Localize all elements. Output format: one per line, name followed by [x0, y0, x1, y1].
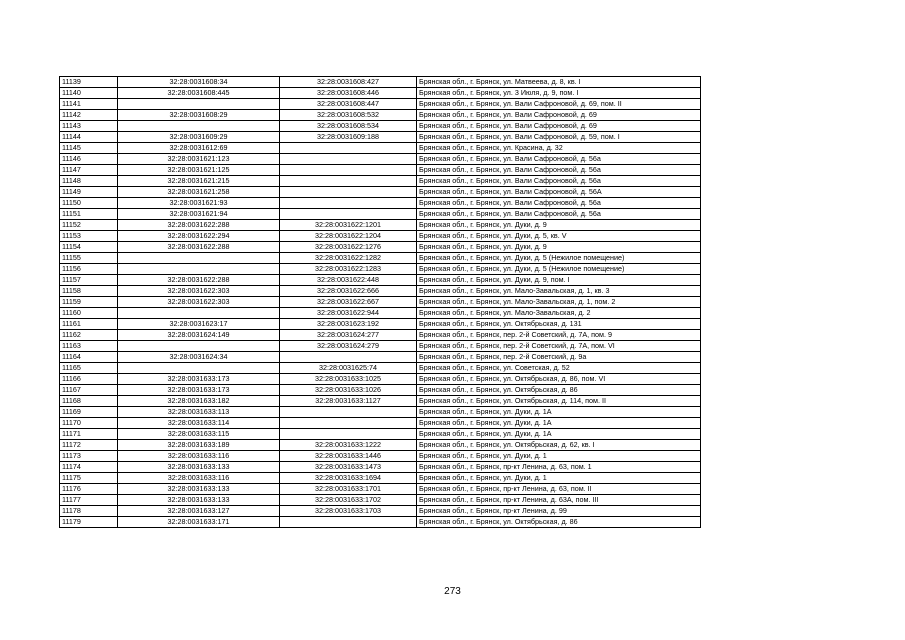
table-row	[60, 517, 701, 528]
address-cell: Брянская обл., г. Брянск, ул. Мало-Завальская, д. 1, пом. 2	[417, 297, 701, 308]
table-row	[60, 286, 701, 297]
address-cell: Брянская обл., г. Брянск, ул. Дуки, д. 1	[417, 451, 701, 462]
row-number-cell: 11175	[60, 473, 118, 484]
parcel-number-cell: 32:28:0031621:123	[118, 154, 280, 165]
row-number-cell: 11150	[60, 198, 118, 209]
address-cell: Брянская обл., г. Брянск, ул. Октябрьская, д. 86	[417, 517, 701, 528]
address-cell: Брянская обл., г. Брянск, ул. Вали Сафроновой, д. 56а	[417, 209, 701, 220]
row-number-cell: 11145	[60, 143, 118, 154]
row-number-cell: 11157	[60, 275, 118, 286]
row-number-cell: 11152	[60, 220, 118, 231]
parcel-number-cell: 32:28:0031633:127	[118, 506, 280, 517]
row-number-cell: 11142	[60, 110, 118, 121]
object-number-cell: 32:28:0031609:188	[280, 132, 417, 143]
table-row	[60, 297, 701, 308]
object-number-cell: 32:28:0031622:1283	[280, 264, 417, 275]
parcel-number-cell: 32:28:0031624:34	[118, 352, 280, 363]
table-row	[60, 110, 701, 121]
row-number-cell: 11149	[60, 187, 118, 198]
address-cell: Брянская обл., г. Брянск, ул. Вали Сафроновой, д. 56а	[417, 165, 701, 176]
address-cell: Брянская обл., г. Брянск, ул. Октябрьская, д. 62, кв. I	[417, 440, 701, 451]
row-number-cell: 11165	[60, 363, 118, 374]
object-number-cell: 32:28:0031633:1222	[280, 440, 417, 451]
address-cell: Брянская обл., г. Брянск, ул. Вали Сафроновой, д. 56а	[417, 198, 701, 209]
table-row	[60, 99, 701, 110]
table-row	[60, 319, 701, 330]
parcel-number-cell: 32:28:0031608:34	[118, 77, 280, 88]
row-number-cell: 11148	[60, 176, 118, 187]
parcel-number-cell: 32:28:0031623:17	[118, 319, 280, 330]
object-number-cell	[280, 418, 417, 429]
table-body	[60, 77, 701, 528]
address-cell: Брянская обл., г. Брянск, ул. Матвеева, д. 8, кв. I	[417, 77, 701, 88]
parcel-number-cell: 32:28:0031633:133	[118, 462, 280, 473]
parcel-number-cell: 32:28:0031633:182	[118, 396, 280, 407]
object-number-cell: 32:28:0031622:667	[280, 297, 417, 308]
object-number-cell	[280, 176, 417, 187]
row-number-cell: 11168	[60, 396, 118, 407]
parcel-number-cell: 32:28:0031622:288	[118, 242, 280, 253]
parcel-number-cell: 32:28:0031624:149	[118, 330, 280, 341]
table-row	[60, 220, 701, 231]
parcel-number-cell: 32:28:0031633:173	[118, 374, 280, 385]
parcel-number-cell: 32:28:0031609:29	[118, 132, 280, 143]
address-cell: Брянская обл., г. Брянск, ул. Дуки, д. 1А	[417, 418, 701, 429]
address-cell: Брянская обл., г. Брянск, ул. 3 Июля, д. 9, пом. I	[417, 88, 701, 99]
table-row	[60, 451, 701, 462]
table-row	[60, 495, 701, 506]
parcel-number-cell	[118, 308, 280, 319]
row-number-cell: 11155	[60, 253, 118, 264]
address-cell: Брянская обл., г. Брянск, ул. Дуки, д. 1А	[417, 407, 701, 418]
object-number-cell	[280, 143, 417, 154]
object-number-cell: 32:28:0031622:1201	[280, 220, 417, 231]
object-number-cell: 32:28:0031622:1276	[280, 242, 417, 253]
table-row	[60, 121, 701, 132]
object-number-cell	[280, 165, 417, 176]
address-cell: Брянская обл., г. Брянск, пр-кт Ленина, д. 63А, пом. III	[417, 495, 701, 506]
object-number-cell	[280, 517, 417, 528]
object-number-cell: 32:28:0031608:532	[280, 110, 417, 121]
object-number-cell: 32:28:0031608:427	[280, 77, 417, 88]
address-cell: Брянская обл., г. Брянск, ул. Советская, д. 52	[417, 363, 701, 374]
parcel-number-cell	[118, 363, 280, 374]
object-number-cell: 32:28:0031633:1446	[280, 451, 417, 462]
parcel-number-cell: 32:28:0031621:258	[118, 187, 280, 198]
table-row	[60, 429, 701, 440]
parcel-number-cell: 32:28:0031621:215	[118, 176, 280, 187]
table-row	[60, 363, 701, 374]
row-number-cell: 11153	[60, 231, 118, 242]
object-number-cell	[280, 352, 417, 363]
row-number-cell: 11176	[60, 484, 118, 495]
address-cell: Брянская обл., г. Брянск, ул. Октябрьская, д. 86, пом. VI	[417, 374, 701, 385]
table-row	[60, 462, 701, 473]
table-row	[60, 341, 701, 352]
table-row	[60, 88, 701, 99]
address-cell: Брянская обл., г. Брянск, пер. 2-й Советский, д. 9а	[417, 352, 701, 363]
parcel-number-cell	[118, 264, 280, 275]
address-cell: Брянская обл., г. Брянск, ул. Вали Сафроновой, д. 69	[417, 121, 701, 132]
object-number-cell: 32:28:0031633:1473	[280, 462, 417, 473]
object-number-cell: 32:28:0031622:448	[280, 275, 417, 286]
row-number-cell: 11170	[60, 418, 118, 429]
address-cell: Брянская обл., г. Брянск, ул. Октябрьская, д. 114, пом. II	[417, 396, 701, 407]
table-row	[60, 198, 701, 209]
address-cell: Брянская обл., г. Брянск, ул. Дуки, д. 1А	[417, 429, 701, 440]
row-number-cell: 11163	[60, 341, 118, 352]
object-number-cell: 32:28:0031623:192	[280, 319, 417, 330]
table-row	[60, 242, 701, 253]
parcel-number-cell: 32:28:0031622:294	[118, 231, 280, 242]
parcel-number-cell: 32:28:0031622:303	[118, 297, 280, 308]
object-number-cell: 32:28:0031622:666	[280, 286, 417, 297]
page-number: 273	[444, 586, 461, 597]
address-cell: Брянская обл., г. Брянск, ул. Дуки, д. 9	[417, 242, 701, 253]
table-row	[60, 132, 701, 143]
address-cell: Брянская обл., г. Брянск, пер. 2-й Советский, д. 7А, пом. 9	[417, 330, 701, 341]
object-number-cell: 32:28:0031624:277	[280, 330, 417, 341]
row-number-cell: 11167	[60, 385, 118, 396]
row-number-cell: 11141	[60, 99, 118, 110]
table-row	[60, 264, 701, 275]
parcel-number-cell	[118, 121, 280, 132]
table-row	[60, 374, 701, 385]
object-number-cell: 32:28:0031633:1694	[280, 473, 417, 484]
parcel-number-cell: 32:28:0031621:93	[118, 198, 280, 209]
parcel-number-cell: 32:28:0031633:189	[118, 440, 280, 451]
table-row	[60, 385, 701, 396]
object-number-cell: 32:28:0031624:279	[280, 341, 417, 352]
object-number-cell: 32:28:0031622:1204	[280, 231, 417, 242]
object-number-cell	[280, 198, 417, 209]
object-number-cell	[280, 407, 417, 418]
row-number-cell: 11162	[60, 330, 118, 341]
table-row	[60, 440, 701, 451]
row-number-cell: 11169	[60, 407, 118, 418]
address-cell: Брянская обл., г. Брянск, ул. Вали Сафроновой, д. 56А	[417, 187, 701, 198]
object-number-cell: 32:28:0031633:1026	[280, 385, 417, 396]
object-number-cell: 32:28:0031633:1702	[280, 495, 417, 506]
row-number-cell: 11174	[60, 462, 118, 473]
row-number-cell: 11179	[60, 517, 118, 528]
parcel-number-cell: 32:28:0031622:288	[118, 220, 280, 231]
address-cell: Брянская обл., г. Брянск, ул. Октябрьская, д. 131	[417, 319, 701, 330]
object-number-cell: 32:28:0031622:944	[280, 308, 417, 319]
row-number-cell: 11166	[60, 374, 118, 385]
cadastral-table	[59, 76, 701, 528]
parcel-number-cell: 32:28:0031633:116	[118, 451, 280, 462]
row-number-cell: 11171	[60, 429, 118, 440]
row-number-cell: 11173	[60, 451, 118, 462]
table-row	[60, 473, 701, 484]
table-row	[60, 407, 701, 418]
object-number-cell	[280, 154, 417, 165]
address-cell: Брянская обл., г. Брянск, ул. Дуки, д. 5 (Нежилое помещение)	[417, 264, 701, 275]
table-row	[60, 396, 701, 407]
row-number-cell: 11158	[60, 286, 118, 297]
table-row	[60, 352, 701, 363]
parcel-number-cell: 32:28:0031633:115	[118, 429, 280, 440]
address-cell: Брянская обл., г. Брянск, пр-кт Ленина, д. 99	[417, 506, 701, 517]
parcel-number-cell: 32:28:0031633:133	[118, 495, 280, 506]
table-row	[60, 418, 701, 429]
table-row	[60, 77, 701, 88]
row-number-cell: 11159	[60, 297, 118, 308]
address-cell: Брянская обл., г. Брянск, ул. Дуки, д. 5, кв. V	[417, 231, 701, 242]
row-number-cell: 11143	[60, 121, 118, 132]
table-row	[60, 253, 701, 264]
row-number-cell: 11172	[60, 440, 118, 451]
object-number-cell	[280, 187, 417, 198]
parcel-number-cell: 32:28:0031622:288	[118, 275, 280, 286]
address-cell: Брянская обл., г. Брянск, ул. Вали Сафроновой, д. 69, пом. II	[417, 99, 701, 110]
object-number-cell	[280, 209, 417, 220]
table-row	[60, 209, 701, 220]
address-cell: Брянская обл., г. Брянск, ул. Мало-Завальская, д. 2	[417, 308, 701, 319]
address-cell: Брянская обл., г. Брянск, ул. Красина, д. 32	[417, 143, 701, 154]
parcel-number-cell: 32:28:0031608:445	[118, 88, 280, 99]
row-number-cell: 11144	[60, 132, 118, 143]
address-cell: Брянская обл., г. Брянск, ул. Дуки, д. 1	[417, 473, 701, 484]
table-row	[60, 231, 701, 242]
address-cell: Брянская обл., г. Брянск, ул. Вали Сафроновой, д. 56а	[417, 154, 701, 165]
parcel-number-cell: 32:28:0031622:303	[118, 286, 280, 297]
row-number-cell: 11140	[60, 88, 118, 99]
table-row	[60, 143, 701, 154]
address-cell: Брянская обл., г. Брянск, ул. Дуки, д. 9	[417, 220, 701, 231]
address-cell: Брянская обл., г. Брянск, ул. Октябрьская, д. 86	[417, 385, 701, 396]
parcel-number-cell: 32:28:0031612:69	[118, 143, 280, 154]
parcel-number-cell: 32:28:0031633:133	[118, 484, 280, 495]
parcel-number-cell: 32:28:0031621:125	[118, 165, 280, 176]
parcel-number-cell: 32:28:0031621:94	[118, 209, 280, 220]
address-cell: Брянская обл., г. Брянск, ул. Вали Сафроновой, д. 59, пом. I	[417, 132, 701, 143]
address-cell: Брянская обл., г. Брянск, ул. Дуки, д. 5 (Нежилое помещение)	[417, 253, 701, 264]
object-number-cell	[280, 429, 417, 440]
row-number-cell: 11151	[60, 209, 118, 220]
table-row	[60, 484, 701, 495]
parcel-number-cell	[118, 341, 280, 352]
table-row	[60, 275, 701, 286]
parcel-number-cell: 32:28:0031633:171	[118, 517, 280, 528]
row-number-cell: 11154	[60, 242, 118, 253]
address-cell: Брянская обл., г. Брянск, пер. 2-й Советский, д. 7А, пом. VI	[417, 341, 701, 352]
address-cell: Брянская обл., г. Брянск, ул. Дуки, д. 9, пом. I	[417, 275, 701, 286]
table-row	[60, 330, 701, 341]
parcel-number-cell: 32:28:0031633:173	[118, 385, 280, 396]
parcel-number-cell	[118, 253, 280, 264]
row-number-cell: 11147	[60, 165, 118, 176]
object-number-cell: 32:28:0031622:1282	[280, 253, 417, 264]
table-row	[60, 176, 701, 187]
table-row	[60, 308, 701, 319]
parcel-number-cell: 32:28:0031633:116	[118, 473, 280, 484]
row-number-cell: 11139	[60, 77, 118, 88]
object-number-cell: 32:28:0031633:1703	[280, 506, 417, 517]
table-row	[60, 187, 701, 198]
row-number-cell: 11177	[60, 495, 118, 506]
object-number-cell: 32:28:0031633:1025	[280, 374, 417, 385]
parcel-number-cell: 32:28:0031633:113	[118, 407, 280, 418]
table-row	[60, 506, 701, 517]
address-cell: Брянская обл., г. Брянск, пр-кт Ленина, д. 63, пом. II	[417, 484, 701, 495]
object-number-cell: 32:28:0031608:447	[280, 99, 417, 110]
table-row	[60, 165, 701, 176]
address-cell: Брянская обл., г. Брянск, ул. Вали Сафроновой, д. 56а	[417, 176, 701, 187]
address-cell: Брянская обл., г. Брянск, ул. Мало-Завальская, д. 1, кв. 3	[417, 286, 701, 297]
object-number-cell: 32:28:0031625:74	[280, 363, 417, 374]
row-number-cell: 11156	[60, 264, 118, 275]
object-number-cell: 32:28:0031608:534	[280, 121, 417, 132]
row-number-cell: 11164	[60, 352, 118, 363]
parcel-number-cell: 32:28:0031633:114	[118, 418, 280, 429]
row-number-cell: 11160	[60, 308, 118, 319]
object-number-cell: 32:28:0031608:446	[280, 88, 417, 99]
object-number-cell: 32:28:0031633:1127	[280, 396, 417, 407]
address-cell: Брянская обл., г. Брянск, пр-кт Ленина, д. 63, пом. 1	[417, 462, 701, 473]
address-cell: Брянская обл., г. Брянск, ул. Вали Сафроновой, д. 69	[417, 110, 701, 121]
row-number-cell: 11178	[60, 506, 118, 517]
parcel-number-cell: 32:28:0031608:29	[118, 110, 280, 121]
row-number-cell: 11146	[60, 154, 118, 165]
parcel-number-cell	[118, 99, 280, 110]
table-row	[60, 154, 701, 165]
row-number-cell: 11161	[60, 319, 118, 330]
object-number-cell: 32:28:0031633:1701	[280, 484, 417, 495]
